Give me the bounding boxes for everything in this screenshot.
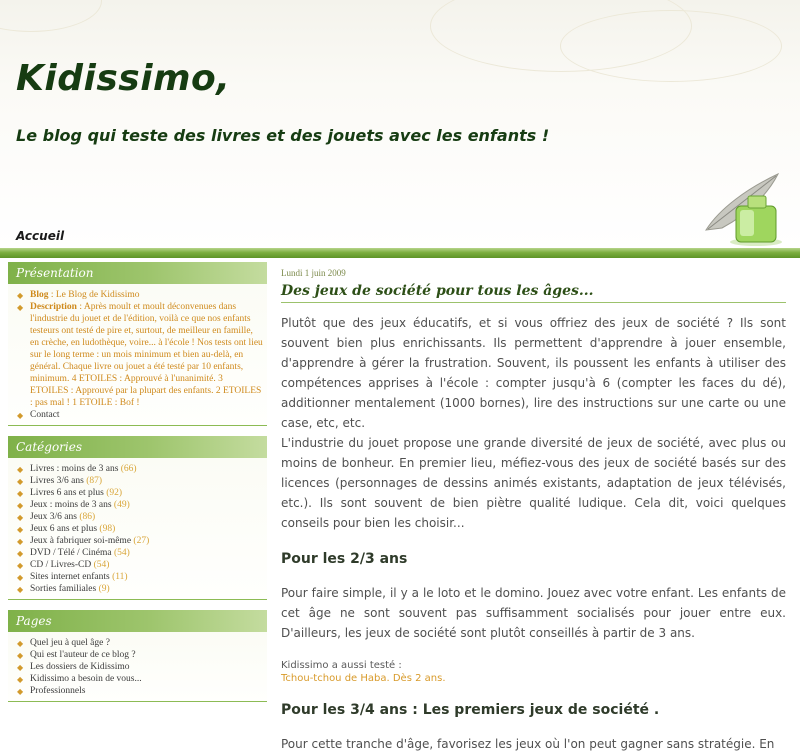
category-item[interactable] (16, 583, 263, 595)
category-label: Livres : moins de 3 ans (30, 464, 119, 474)
bullet-icon: ◆ (17, 489, 24, 498)
category-item[interactable] (16, 559, 263, 571)
header-green-bar (0, 248, 800, 258)
bullet-icon: ◆ (17, 291, 24, 300)
post-paragraph: Plutôt que des jeux éducatifs, et si vous offriez des jeux de société ? Ils sont souvent bien plus enrichissants. Ils permettent d'apprendre à jouer ensemble, d'apprendre à gérer la frustration. Souvent, ils poussent les enfants à utiliser des compétences apprises à l'école : compter jusqu'à 6 (compter les faces du dé), additionner mentalement (1000 bornes), lire des instructions sur une carte ou une case, etc, etc. (281, 316, 786, 430)
page-label: Quel jeu à quel âge ? (30, 638, 110, 648)
presentation-widget-title: Présentation (8, 262, 267, 284)
category-label: Jeux 3/6 ans (30, 512, 77, 522)
category-count: (98) (99, 524, 116, 534)
pages-widget-title: Pages (8, 610, 267, 632)
also-tested-label: Kidissimo a aussi testé : (281, 660, 402, 671)
pages-widget (8, 610, 267, 702)
category-item[interactable] (16, 523, 263, 535)
description-text: : Après moult et moult déconvenues dans l'industrie du jouet et de l'édition, voilà ce que nos enfants testeurs ont testé de pire et, surtout, de meilleur en famille, en crèche, en ludothèque, voire... à l'école ! Nos tests ont lieu sur le long terme : un mois minimum et bien au-delà, en général. Chaque livre ou jouet a été testé par 10 enfants, minimum. 4 ETOILES : Approuvé à l'unanimité. 3 ETOILES : Approuvé par la plupart des enfants. 2 ETOILES : pas mal ! 1 ETOILE : Bof ! (30, 302, 263, 408)
blog-value: : Le Blog de Kidissimo (48, 290, 140, 300)
bullet-icon: ◆ (17, 501, 24, 510)
bullet-icon: ◆ (17, 639, 24, 648)
category-item[interactable] (16, 499, 263, 511)
categories-widget-title: Catégories (8, 436, 267, 458)
page-label: Professionnels (30, 686, 86, 696)
post-date: Lundi 1 juin 2009 (281, 268, 346, 278)
bullet-icon: ◆ (17, 675, 24, 684)
presentation-blog-item (16, 289, 263, 301)
bullet-icon: ◆ (17, 513, 24, 522)
bullet-icon: ◆ (17, 573, 24, 582)
post-subheading: Pour les 3/4 ans : Les premiers jeux de société . (281, 702, 660, 718)
category-count: (27) (133, 536, 150, 546)
category-item[interactable] (16, 511, 263, 523)
category-item[interactable] (16, 547, 263, 559)
category-label: Jeux à fabriquer soi-même (30, 536, 132, 546)
categories-widget (8, 436, 267, 600)
contact-link[interactable] (16, 409, 263, 421)
category-count: (86) (79, 512, 96, 522)
also-tested-link[interactable]: Tchou-tchou de Haba. Dès 2 ans. (281, 673, 446, 684)
description-label: Description (30, 302, 77, 312)
header-swirl-decoration (560, 10, 782, 82)
category-count: (92) (106, 488, 123, 498)
category-label: Jeux : moins de 3 ans (30, 500, 112, 510)
page-link[interactable] (16, 649, 263, 661)
bullet-icon: ◆ (17, 537, 24, 546)
bullet-icon: ◆ (17, 411, 24, 420)
post-body (281, 313, 786, 754)
category-count: (66) (120, 464, 137, 474)
blog-label: Blog (30, 290, 49, 300)
sidebar (8, 262, 267, 712)
contact-label: Contact (30, 410, 60, 420)
page-link[interactable] (16, 637, 263, 649)
category-label: DVD / Télé / Cinéma (30, 548, 112, 558)
post-subheading: Pour les 2/3 ans (281, 551, 408, 567)
category-item[interactable] (16, 487, 263, 499)
header-swirl-decoration (0, 0, 102, 32)
category-count: (11) (112, 572, 128, 582)
category-count: (87) (86, 476, 103, 486)
bullet-icon: ◆ (17, 525, 24, 534)
bullet-icon: ◆ (17, 303, 24, 312)
bullet-icon: ◆ (17, 549, 24, 558)
blog-header (0, 0, 800, 250)
blog-title[interactable]: Kidissimo, (16, 58, 231, 99)
category-count: (49) (113, 500, 130, 510)
blog-description: Le blog qui teste des livres et des jouets avec les enfants ! (16, 126, 550, 145)
category-label: Jeux 6 ans et plus (30, 524, 98, 534)
category-label: CD / Livres-CD (30, 560, 92, 570)
page-label: Kidissimo a besoin de vous... (30, 674, 142, 684)
page-link[interactable] (16, 661, 263, 673)
presentation-widget (8, 262, 267, 426)
category-label: Livres 3/6 ans (30, 476, 84, 486)
post-paragraph: Pour faire simple, il y a le loto et le domino. Jouez avec votre enfant. Les enfants de cet âge ne sont souvent pas suffisamment socialisés pour jouer entre eux. D'ailleurs, les jeux de société sont plutôt conseillés à partir de 3 ans. (281, 586, 786, 640)
main-content (281, 262, 786, 754)
bullet-icon: ◆ (17, 465, 24, 474)
post-paragraph: L'industrie du jouet propose une grande diversité de jeux de société, avec plus ou moins de bonheur. En premier lieu, méfiez-vous des jeux de société basés sur des licences (personnages de dessins animés existants, adaptation de jeux télévisés, etc.). Ils sont souvent de bien piètre qualité ludique. Cela dit, voici quelques conseils pour bien les choisir... (281, 436, 786, 530)
bullet-icon: ◆ (17, 687, 24, 696)
page-label: Les dossiers de Kidissimo (30, 662, 130, 672)
page-link[interactable] (16, 685, 263, 697)
bullet-icon: ◆ (17, 651, 24, 660)
feather-inkwell-icon (700, 168, 792, 246)
bullet-icon: ◆ (17, 663, 24, 672)
bullet-icon: ◆ (17, 585, 24, 594)
category-item[interactable] (16, 475, 263, 487)
page-label: Qui est l'auteur de ce blog ? (30, 650, 136, 660)
post-paragraph: Pour cette tranche d'âge, favorisez les jeux où l'on peut gagner sans stratégie. En (281, 737, 775, 751)
category-count: (54) (93, 560, 110, 570)
category-label: Livres 6 ans et plus (30, 488, 104, 498)
bullet-icon: ◆ (17, 477, 24, 486)
category-item[interactable] (16, 571, 263, 583)
category-label: Sorties familiales (30, 584, 97, 594)
bullet-icon: ◆ (17, 561, 24, 570)
category-count: (9) (98, 584, 110, 594)
category-label: Sites internet enfants (30, 572, 110, 582)
post-title[interactable]: Des jeux de société pour tous les âges... (281, 281, 786, 303)
category-count: (54) (114, 548, 130, 558)
nav-home-link[interactable]: Accueil (16, 229, 65, 243)
category-item[interactable] (16, 463, 263, 475)
page-link[interactable] (16, 673, 263, 685)
category-item[interactable] (16, 535, 263, 547)
presentation-description-item (16, 301, 263, 409)
